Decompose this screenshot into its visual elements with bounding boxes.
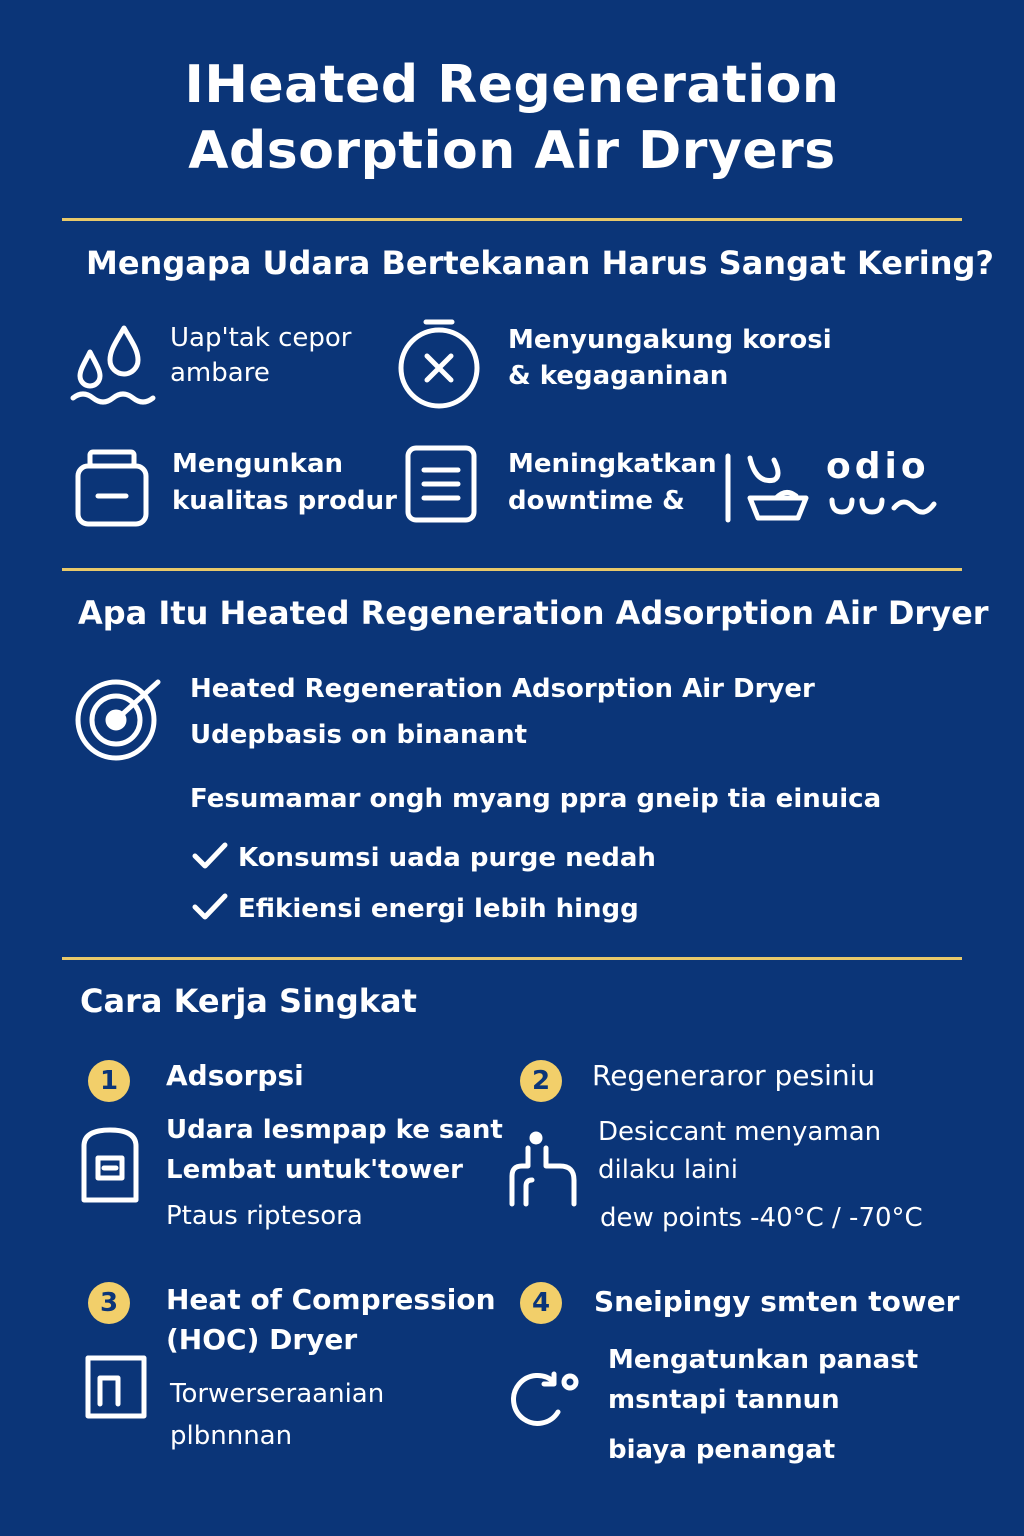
section2-heading: Apa Itu Heated Regeneration Adsorption Air Dryer bbox=[78, 594, 989, 632]
check-icon bbox=[192, 893, 228, 921]
definition-line-3: Fesumamar ongh myang ppra gneip tia einuica bbox=[190, 784, 882, 814]
reason-1-line1: Uap'tak cepor bbox=[170, 323, 352, 353]
reason-2-line2: & kegaganinan bbox=[508, 361, 729, 391]
reason-3-line2: kualitas produr bbox=[172, 486, 397, 516]
step-3-title-2: (HOC) Dryer bbox=[166, 1323, 358, 1356]
section3-heading: Cara Kerja Singkat bbox=[80, 982, 417, 1020]
reason-2-line1: Menyungakung korosi bbox=[508, 325, 832, 355]
step-4-line-1: Mengatunkan panast bbox=[608, 1345, 919, 1375]
reason-4-line1: Meningkatkan bbox=[508, 449, 717, 479]
page-title bbox=[0, 52, 1024, 184]
step-3-line-2: plbnnnan bbox=[170, 1421, 293, 1451]
box-icon bbox=[84, 1354, 148, 1420]
step-1-line-3: Ptaus riptesora bbox=[166, 1201, 363, 1231]
step-1-title: Adsorpsi bbox=[166, 1059, 304, 1092]
title-line-1: IHeated Regeneration bbox=[184, 55, 840, 115]
wave-marks-icon bbox=[828, 496, 938, 516]
step-2-badge: 2 bbox=[520, 1060, 562, 1102]
step-4-title: Sneipingy smten tower bbox=[594, 1285, 960, 1318]
step-1-badge: 1 bbox=[88, 1060, 130, 1102]
step-2-line-1: Desiccant menyaman bbox=[598, 1117, 882, 1147]
pipe-icon bbox=[506, 1130, 582, 1212]
section1-heading: Mengapa Udara Bertekanan Harus Sangat Kering? bbox=[86, 244, 994, 282]
target-icon bbox=[74, 674, 166, 762]
step-2-line-3: dew points -40°C / -70°C bbox=[600, 1203, 923, 1233]
water-drops-icon bbox=[70, 322, 156, 406]
extra-icon-text: odio bbox=[826, 446, 930, 487]
divider bbox=[62, 218, 962, 221]
step-3-badge: 3 bbox=[88, 1282, 130, 1324]
document-icon bbox=[404, 444, 478, 524]
container-icon bbox=[74, 448, 150, 528]
step-1-line-2: Lembat untuk'tower bbox=[166, 1155, 463, 1185]
step-4-badge: 4 bbox=[520, 1282, 562, 1324]
tower-icon bbox=[78, 1124, 142, 1206]
step-1-line-1: Udara lesmpap ke sant bbox=[166, 1115, 503, 1145]
benefit-1: Konsumsi uada purge nedah bbox=[238, 843, 656, 873]
step-2-line-2: dilaku laini bbox=[598, 1155, 738, 1185]
definition-line-1: Heated Regeneration Adsorption Air Dryer bbox=[190, 674, 815, 704]
divider bbox=[62, 568, 962, 571]
reason-4-line2: downtime & bbox=[508, 486, 685, 516]
check-icon bbox=[192, 842, 228, 870]
reason-3-line1: Mengunkan bbox=[172, 449, 343, 479]
reason-1-line2: ambare bbox=[170, 358, 270, 388]
step-2-title: Regeneraror pesiniu bbox=[592, 1059, 876, 1092]
bowl-icon bbox=[724, 450, 820, 524]
benefit-2: Efikiensi energi lebih hingg bbox=[238, 894, 639, 924]
title-line-2: Adsorption Air Dryers bbox=[188, 121, 836, 181]
definition-line-2: Udepbasis on binanant bbox=[190, 720, 528, 750]
step-4-line-2: msntapi tannun bbox=[608, 1385, 840, 1415]
cycle-gear-icon bbox=[508, 1368, 582, 1430]
divider bbox=[62, 957, 962, 960]
x-circle-icon bbox=[396, 316, 482, 408]
step-3-line-1: Torwerseraanian bbox=[170, 1379, 385, 1409]
step-4-line-3: biaya penangat bbox=[608, 1435, 836, 1465]
step-3-title: Heat of Compression bbox=[166, 1283, 496, 1316]
